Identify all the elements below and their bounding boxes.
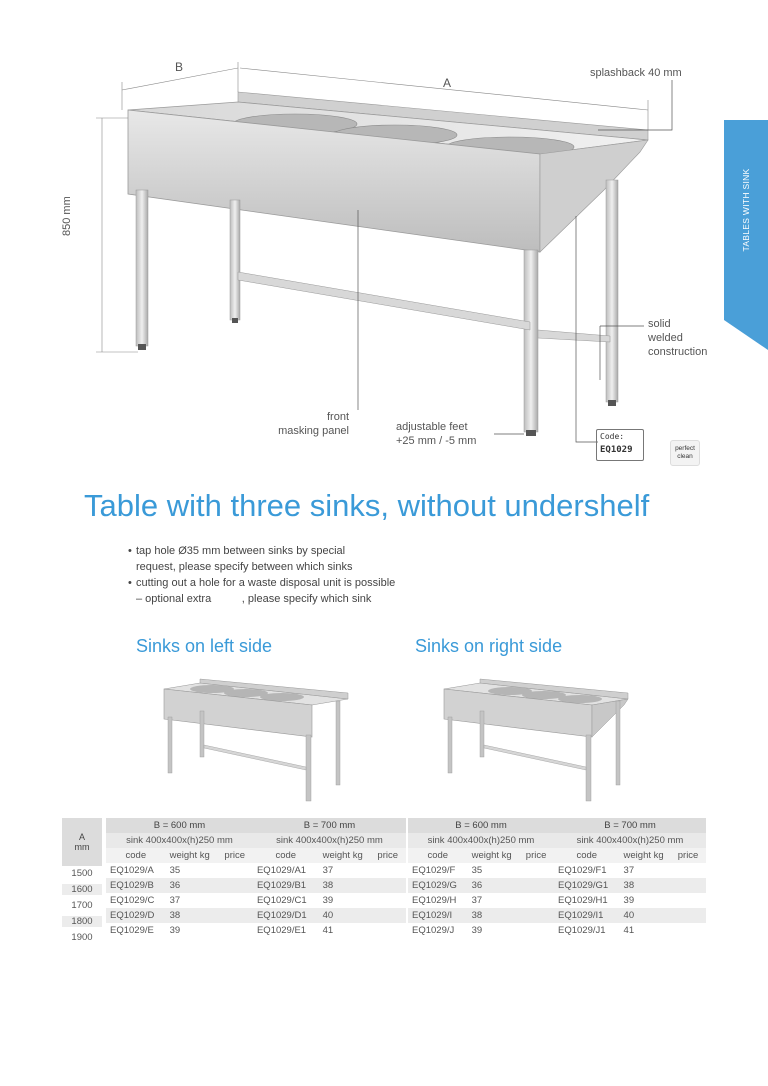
weight-cell: 38 (319, 878, 374, 893)
price-cell (522, 923, 554, 938)
table-row (106, 908, 406, 923)
main-product-illustration (0, 40, 720, 480)
code-cell: EQ1029/J1 (554, 923, 620, 938)
code-cell: EQ1029/I1 (554, 908, 620, 923)
a-value: 1900 (71, 932, 93, 943)
adjustable-feet-label (396, 420, 476, 448)
a-header-letter: A (78, 832, 85, 842)
weight-cell: 37 (620, 863, 674, 878)
group-header: B = 700 mm (253, 818, 406, 833)
weight-cell: 36 (468, 878, 522, 893)
sink-header: sink 400x400x(h)250 mm (253, 833, 406, 848)
dimension-a-label: A (443, 76, 452, 90)
weight-cell: 38 (468, 908, 522, 923)
col-header: code (408, 848, 468, 863)
side-tab-label (724, 120, 768, 300)
splashback-label: splashback 40 mm (590, 67, 682, 79)
weight-cell: 39 (166, 923, 221, 938)
price-cell (674, 863, 706, 878)
weight-cell: 40 (319, 908, 374, 923)
adjustable-feet-line-2: +25 mm / -5 mm (396, 435, 477, 447)
left-variant-image (160, 675, 350, 805)
price-cell (674, 893, 706, 908)
table-row (408, 908, 706, 923)
weight-cell: 40 (620, 908, 674, 923)
table-row (408, 878, 706, 893)
weight-cell: 36 (166, 878, 221, 893)
price-cell (674, 923, 706, 938)
sink-header: sink 400x400x(h)250 mm (408, 833, 554, 848)
table-header-row (408, 833, 706, 848)
code-cell: EQ1029/I (408, 908, 468, 923)
table-row (408, 863, 706, 878)
col-header: price (373, 848, 406, 863)
height-dimension-label: 850 mm (61, 196, 73, 236)
price-cell (674, 878, 706, 893)
right-spec-table (408, 818, 706, 938)
col-header: price (220, 848, 253, 863)
col-header: weight kg (319, 848, 374, 863)
front-panel-label (273, 410, 349, 438)
group-header: B = 600 mm (106, 818, 253, 833)
weight-cell: 41 (319, 923, 374, 938)
front-panel-line-2: masking panel (278, 425, 349, 437)
front-panel-line-1: front (326, 411, 349, 423)
table-header-row (106, 848, 406, 863)
col-header: price (522, 848, 554, 863)
price-cell (522, 893, 554, 908)
col-header: code (106, 848, 166, 863)
solid-welded-line-3: construction (648, 346, 708, 358)
feature-list (128, 543, 395, 607)
price-cell (373, 863, 406, 878)
code-cell: EQ1029/E (106, 923, 166, 938)
table-header-row (106, 818, 406, 833)
code-cell: EQ1029/C (106, 893, 166, 908)
price-cell (522, 908, 554, 923)
price-cell (522, 878, 554, 893)
a-column-header (62, 818, 102, 866)
weight-cell: 35 (468, 863, 522, 878)
perfect-clean-line-1: perfect (675, 445, 695, 452)
side-tab-text: TABLES WITH SINK (741, 168, 751, 252)
price-cell (220, 923, 253, 938)
perfect-clean-badge (670, 440, 700, 466)
col-header: price (674, 848, 706, 863)
a-header-unit: mm (74, 842, 90, 852)
col-header: code (554, 848, 620, 863)
price-cell (220, 878, 253, 893)
weight-cell: 38 (620, 878, 674, 893)
solid-welded-label (648, 317, 707, 359)
feature-item (128, 543, 395, 575)
sink-header: sink 400x400x(h)250 mm (106, 833, 253, 848)
price-cell (522, 863, 554, 878)
price-cell (373, 923, 406, 938)
solid-welded-line-2: welded (648, 332, 683, 344)
price-cell (373, 878, 406, 893)
code-label: Code: (600, 432, 625, 441)
right-variant-image (440, 675, 630, 805)
code-cell: EQ1029/G1 (554, 878, 620, 893)
code-cell: EQ1029/F1 (554, 863, 620, 878)
col-header: weight kg (468, 848, 522, 863)
weight-cell: 37 (319, 863, 374, 878)
weight-cell: 38 (166, 908, 221, 923)
feature-1-line-2: request, please specify between which sinks (136, 561, 353, 573)
right-variant-title: Sinks on right side (415, 636, 563, 656)
code-cell: EQ1029/A (106, 863, 166, 878)
weight-cell: 39 (468, 923, 522, 938)
a-value: 1800 (62, 916, 102, 927)
a-value: 1600 (62, 884, 102, 895)
price-cell (220, 863, 253, 878)
price-cell (220, 893, 253, 908)
feature-2-line-1: cutting out a hole for a waste disposal unit is possible (136, 577, 396, 589)
weight-cell: 41 (620, 923, 674, 938)
side-tab (724, 120, 768, 350)
left-variant-title: Sinks on left side (136, 636, 273, 656)
code-cell: EQ1029/D1 (253, 908, 319, 923)
table-row (408, 893, 706, 908)
code-cell: EQ1029/H1 (554, 893, 620, 908)
table-row (408, 923, 706, 938)
code-cell: EQ1029/B1 (253, 878, 319, 893)
table-header-row (106, 833, 406, 848)
solid-welded-line-1: solid (648, 318, 671, 330)
code-cell: EQ1029/F (408, 863, 468, 878)
left-spec-table (106, 818, 406, 938)
code-cell: EQ1029/G (408, 878, 468, 893)
weight-cell: 35 (166, 863, 221, 878)
dimension-b-label: B (175, 60, 184, 74)
table-row (106, 863, 406, 878)
code-cell: EQ1029/E1 (253, 923, 319, 938)
group-header: B = 700 mm (554, 818, 706, 833)
col-header: code (253, 848, 319, 863)
product-code-box (596, 429, 644, 461)
table-row (106, 878, 406, 893)
col-header: weight kg (620, 848, 674, 863)
weight-cell: 37 (166, 893, 221, 908)
perfect-clean-line-2: clean (677, 453, 693, 460)
feature-item (128, 575, 395, 607)
feature-1-line-1: tap hole Ø35 mm between sinks by special (136, 545, 346, 557)
code-cell: EQ1029/A1 (253, 863, 319, 878)
table-header-row (408, 818, 706, 833)
code-cell: EQ1029/H (408, 893, 468, 908)
a-value: 1500 (71, 868, 93, 879)
code-cell: EQ1029/B (106, 878, 166, 893)
weight-cell: 39 (319, 893, 374, 908)
adjustable-feet-line-1: adjustable feet (396, 421, 468, 433)
code-value: EQ1029 (600, 445, 633, 455)
col-header: weight kg (166, 848, 221, 863)
weight-cell: 37 (468, 893, 522, 908)
price-cell (220, 908, 253, 923)
feature-2-line-2: – optional extra , please specify which sink (136, 593, 372, 605)
a-value: 1700 (71, 900, 93, 911)
code-cell: EQ1029/C1 (253, 893, 319, 908)
sink-header: sink 400x400x(h)250 mm (554, 833, 706, 848)
weight-cell: 39 (620, 893, 674, 908)
code-cell: EQ1029/D (106, 908, 166, 923)
table-header-row (408, 848, 706, 863)
group-header: B = 600 mm (408, 818, 554, 833)
price-cell (373, 908, 406, 923)
price-cell (674, 908, 706, 923)
code-cell: EQ1029/J (408, 923, 468, 938)
table-row (106, 893, 406, 908)
price-cell (373, 893, 406, 908)
table-row (106, 923, 406, 938)
page-title: Table with three sinks, without undershelf (84, 488, 650, 523)
